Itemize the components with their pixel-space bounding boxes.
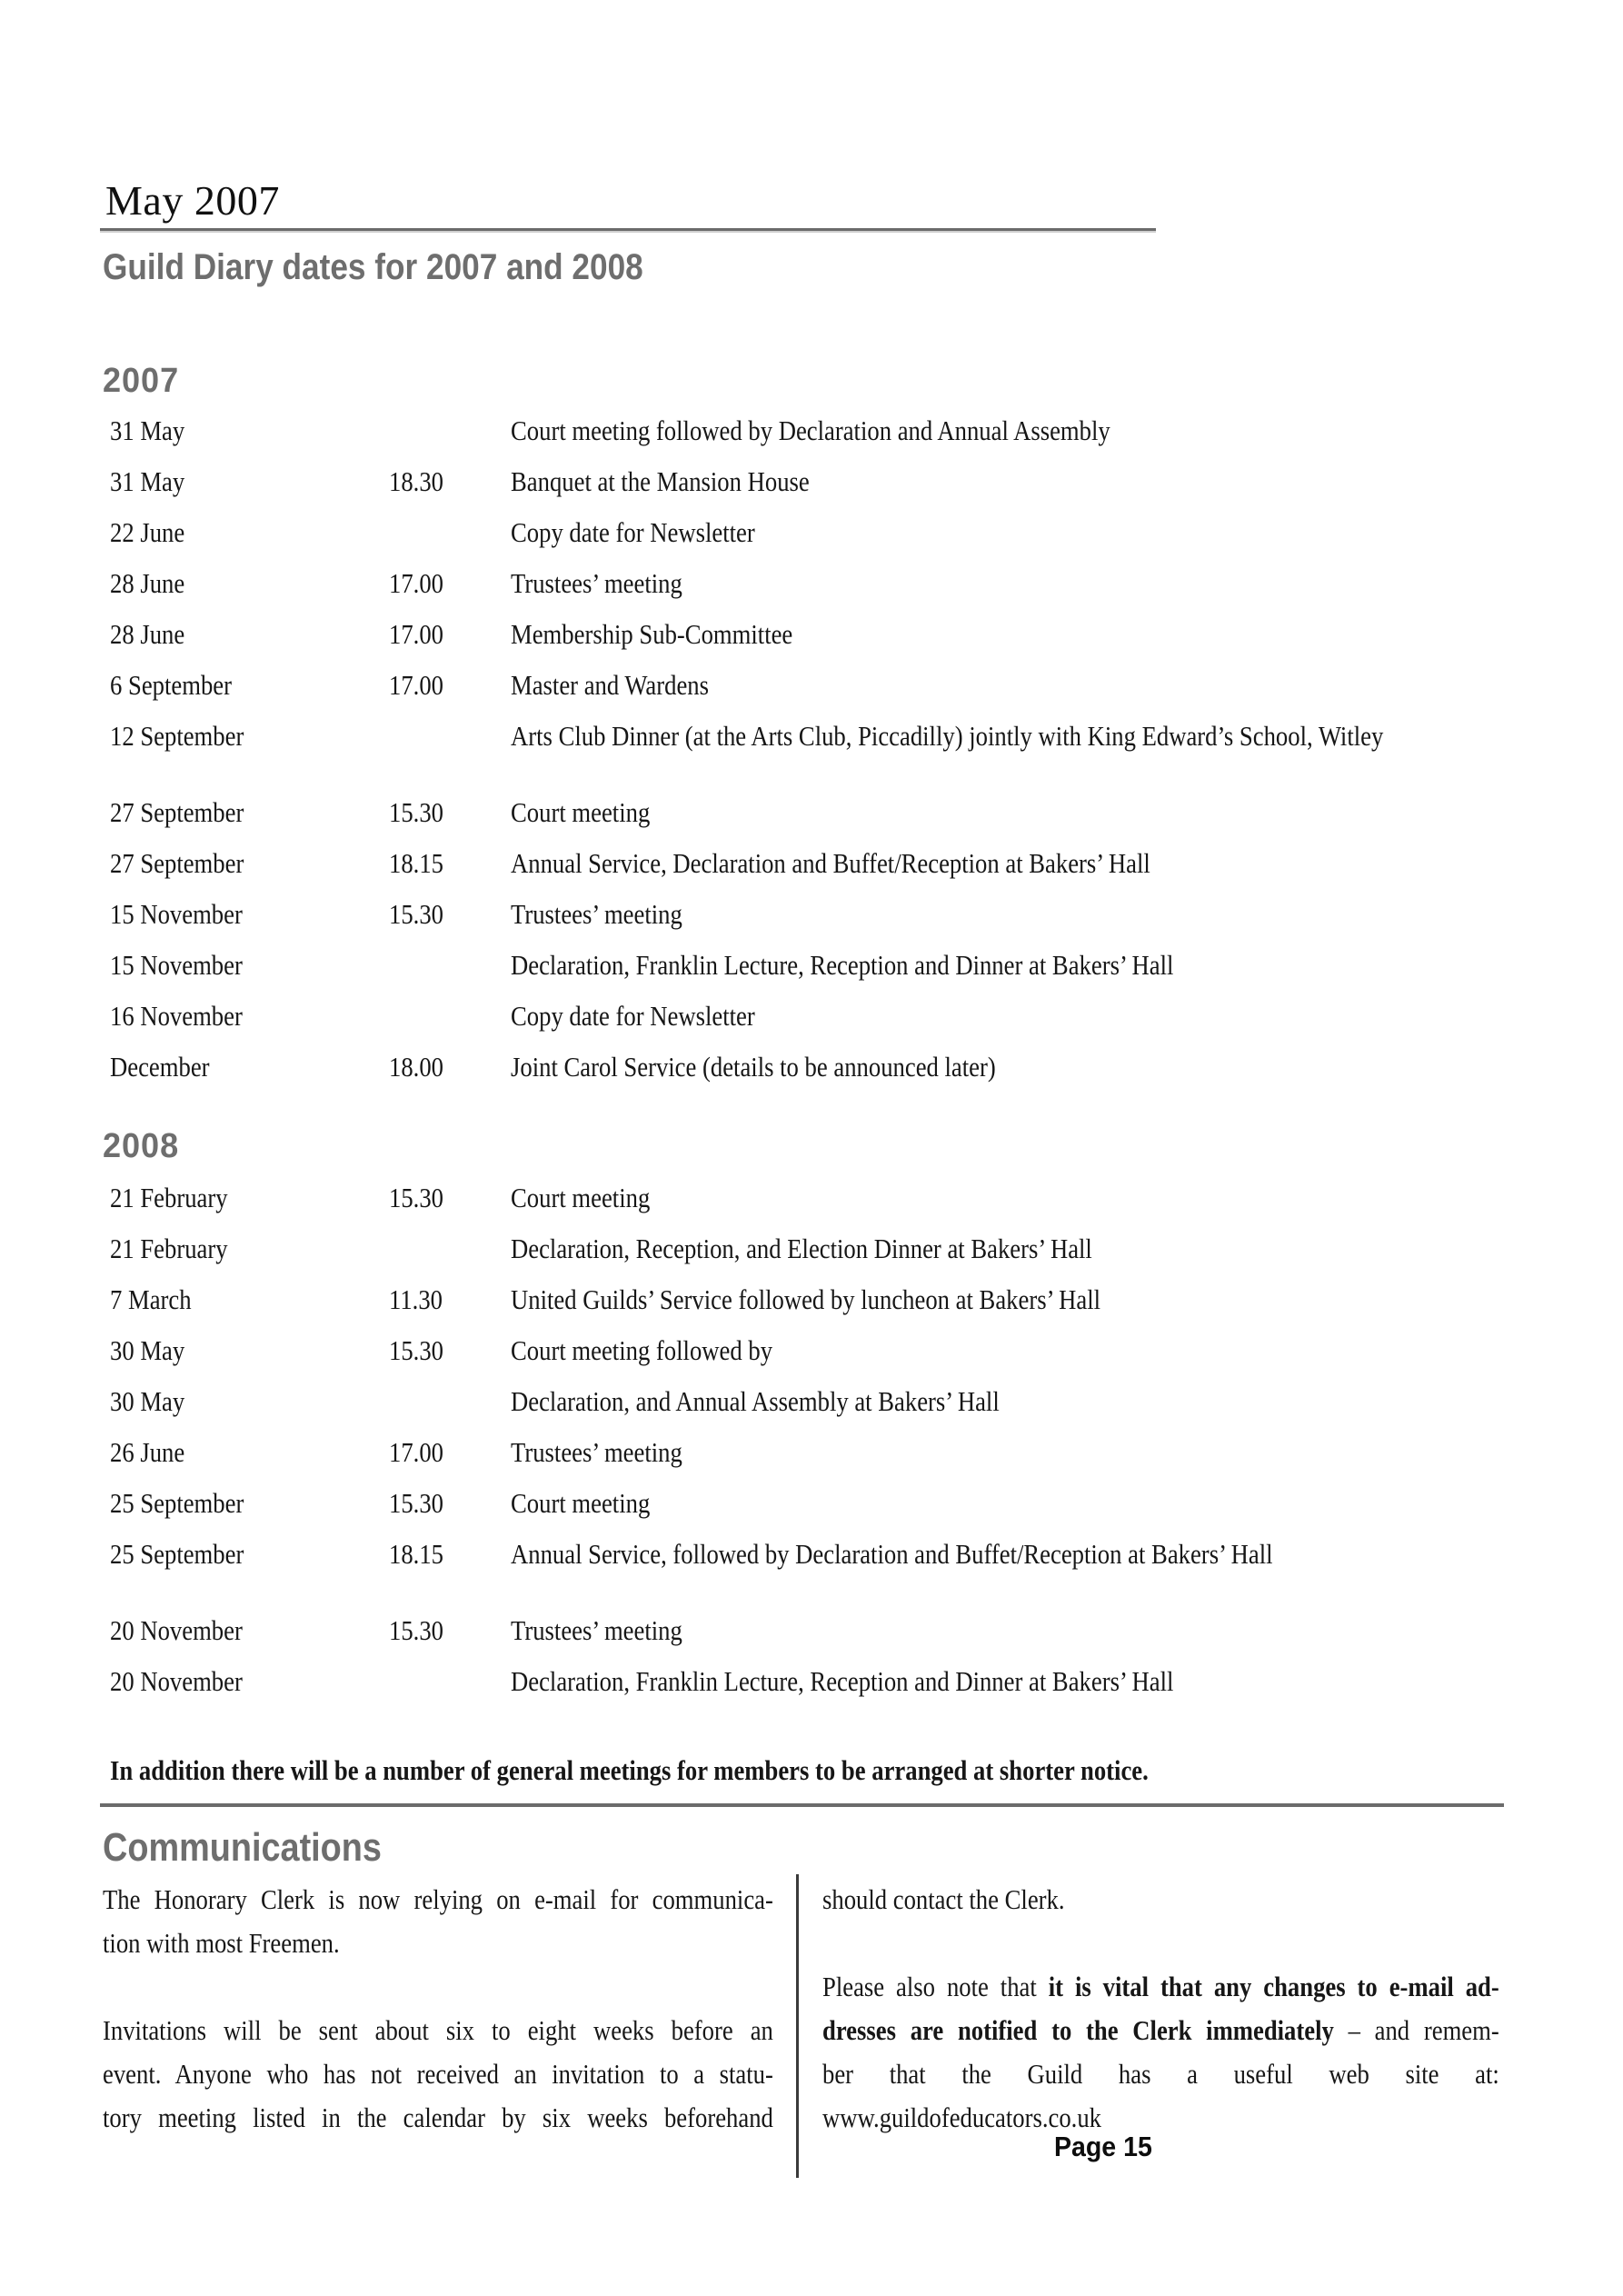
diary-date: 26 June xyxy=(110,1436,185,1468)
year-heading-2007: 2007 xyxy=(103,362,180,400)
text-line xyxy=(103,2054,773,2098)
diary-row xyxy=(110,1051,1564,1089)
text-line xyxy=(822,2054,1499,2098)
diary-desc: Membership Sub-Committee xyxy=(511,618,793,650)
text-segment: event. Anyone who has not received an invitation to a statu- xyxy=(103,2058,773,2090)
diary-desc: Declaration, Franklin Lecture, Reception and Dinner at Bakers’ Hall xyxy=(511,949,1174,981)
diary-time: 17.00 xyxy=(389,618,443,650)
diary-time: 11.30 xyxy=(389,1283,443,1315)
diary-row xyxy=(110,669,1564,707)
comm-right-column xyxy=(822,1880,1499,2141)
diary-row xyxy=(110,1334,1564,1373)
diary-time: 15.30 xyxy=(389,1614,443,1646)
text-line xyxy=(822,1967,1499,2011)
diary-row xyxy=(110,1182,1564,1220)
year-heading-2008: 2008 xyxy=(103,1127,180,1165)
diary-desc: Declaration, and Annual Assembly at Bakers’ Hall xyxy=(511,1385,1000,1417)
diary-row xyxy=(110,720,1564,758)
diary-row xyxy=(110,465,1564,504)
diary-note: In addition there will be a number of general meetings for members to be arranged at shorter notice. xyxy=(110,1754,1149,1786)
diary-date: 22 June xyxy=(110,516,185,548)
diary-desc: Court meeting xyxy=(511,796,651,828)
diary-time: 18.00 xyxy=(389,1051,443,1083)
title-rule xyxy=(100,228,1156,231)
diary-desc: Court meeting xyxy=(511,1182,651,1213)
text-segment: ber that the Guild has a useful web site at: xyxy=(822,2058,1499,2090)
diary-desc: Copy date for Newsletter xyxy=(511,516,755,548)
comm-left-column xyxy=(103,1880,773,2141)
text-segment: Please also note that xyxy=(822,1971,1049,2002)
diary-date: 30 May xyxy=(110,1334,185,1366)
diary-time: 15.30 xyxy=(389,1182,443,1213)
diary-date: 21 February xyxy=(110,1233,228,1264)
diary-desc: Annual Service, Declaration and Buffet/Reception at Bakers’ Hall xyxy=(511,847,1150,879)
diary-row xyxy=(110,618,1564,656)
diary-desc: Arts Club Dinner (at the Arts Club, Piccadilly) jointly with King Edward’s School, Witley xyxy=(511,720,1384,752)
diary-date: 27 September xyxy=(110,796,244,828)
text-segment: tion with most Freemen. xyxy=(103,1927,340,1959)
diary-date: 12 September xyxy=(110,720,244,752)
text-line xyxy=(822,2011,1499,2054)
diary-desc: Banquet at the Mansion House xyxy=(511,465,810,497)
diary-time: 15.30 xyxy=(389,796,443,828)
diary-row xyxy=(110,898,1564,936)
diary-row xyxy=(110,1385,1564,1423)
diary-row xyxy=(110,1665,1564,1703)
diary-date: 25 September xyxy=(110,1487,244,1519)
diary-time: 17.00 xyxy=(389,1436,443,1468)
diary-row xyxy=(110,796,1564,834)
diary-date: 25 September xyxy=(110,1538,244,1570)
diary-row xyxy=(110,414,1564,453)
diary-desc: Court meeting followed by xyxy=(511,1334,773,1366)
diary-row xyxy=(110,1487,1564,1525)
page-title: May 2007 xyxy=(105,177,280,224)
diary-desc: Trustees’ meeting xyxy=(511,1436,682,1468)
diary-date: 31 May xyxy=(110,414,185,446)
page-number: Page 15 xyxy=(1054,2131,1152,2162)
diary-date: 21 February xyxy=(110,1182,228,1213)
communications-heading: Communications xyxy=(103,1825,382,1870)
diary-date: 28 June xyxy=(110,567,185,599)
diary-time: 17.00 xyxy=(389,567,443,599)
blank-line xyxy=(103,1967,773,2011)
diary-time: 15.30 xyxy=(389,1487,443,1519)
diary-date: December xyxy=(110,1051,210,1083)
diary-date: 20 November xyxy=(110,1665,243,1697)
diary-desc: United Guilds’ Service followed by luncheon at Bakers’ Hall xyxy=(511,1283,1101,1315)
diary-desc: Declaration, Reception, and Election Dinner at Bakers’ Hall xyxy=(511,1233,1092,1264)
diary-time: 15.30 xyxy=(389,898,443,930)
text-segment: dresses are notified to the Clerk immediately xyxy=(822,2014,1334,2046)
diary-date: 6 September xyxy=(110,669,233,701)
diary-desc: Court meeting xyxy=(511,1487,651,1519)
diary-row xyxy=(110,1283,1564,1322)
diary-row xyxy=(110,1000,1564,1038)
diary-desc: Trustees’ meeting xyxy=(511,898,682,930)
diary-desc: Joint Carol Service (details to be announced later) xyxy=(511,1051,996,1083)
diary-date: 20 November xyxy=(110,1614,243,1646)
diary-row xyxy=(110,847,1564,885)
text-segment: The Honorary Clerk is now relying on e-mail for communica- xyxy=(103,1883,773,1915)
text-line xyxy=(103,2011,773,2054)
text-segment: should contact the Clerk. xyxy=(822,1883,1065,1915)
diary-desc: Annual Service, followed by Declaration and Buffet/Reception at Bakers’ Hall xyxy=(511,1538,1273,1570)
diary-date: 27 September xyxy=(110,847,244,879)
text-segment: www.guildofeducators.co.uk xyxy=(822,2101,1102,2133)
diary-row xyxy=(110,1538,1564,1576)
diary-desc: Court meeting followed by Declaration and Annual Assembly xyxy=(511,414,1110,446)
blank-line xyxy=(822,1923,1499,1967)
diary-row xyxy=(110,567,1564,605)
text-line xyxy=(103,2098,773,2141)
diary-heading: Guild Diary dates for 2007 and 2008 xyxy=(103,247,643,287)
diary-date: 30 May xyxy=(110,1385,185,1417)
diary-row xyxy=(110,1436,1564,1474)
text-segment: – and remem- xyxy=(1333,2014,1499,2046)
text-segment: it is vital that any changes to e-mail ad- xyxy=(1048,1971,1499,2002)
diary-date: 16 November xyxy=(110,1000,243,1032)
diary-desc: Copy date for Newsletter xyxy=(511,1000,755,1032)
diary-row xyxy=(110,949,1564,987)
column-divider xyxy=(796,1874,799,2178)
text-segment: tory meeting listed in the calendar by six weeks beforehand xyxy=(103,2101,773,2133)
diary-desc: Declaration, Franklin Lecture, Reception and Dinner at Bakers’ Hall xyxy=(511,1665,1174,1697)
diary-time: 18.30 xyxy=(389,465,443,497)
diary-time: 15.30 xyxy=(389,1334,443,1366)
diary-row xyxy=(110,516,1564,554)
text-line xyxy=(822,1880,1499,1923)
diary-date: 7 March xyxy=(110,1283,192,1315)
diary-date: 15 November xyxy=(110,949,243,981)
diary-row xyxy=(110,1614,1564,1652)
diary-desc: Trustees’ meeting xyxy=(511,567,682,599)
diary-date: 15 November xyxy=(110,898,243,930)
text-line xyxy=(103,1923,773,1967)
diary-date: 28 June xyxy=(110,618,185,650)
diary-date: 31 May xyxy=(110,465,185,497)
text-segment: Invitations will be sent about six to eight weeks before an xyxy=(103,2014,773,2046)
diary-time: 18.15 xyxy=(389,847,443,879)
diary-desc: Master and Wardens xyxy=(511,669,709,701)
diary-time: 17.00 xyxy=(389,669,443,701)
diary-row xyxy=(110,1233,1564,1271)
text-line xyxy=(103,1880,773,1923)
text-line xyxy=(822,2098,1499,2141)
diary-desc: Trustees’ meeting xyxy=(511,1614,682,1646)
section-rule xyxy=(100,1803,1504,1807)
diary-time: 18.15 xyxy=(389,1538,443,1570)
